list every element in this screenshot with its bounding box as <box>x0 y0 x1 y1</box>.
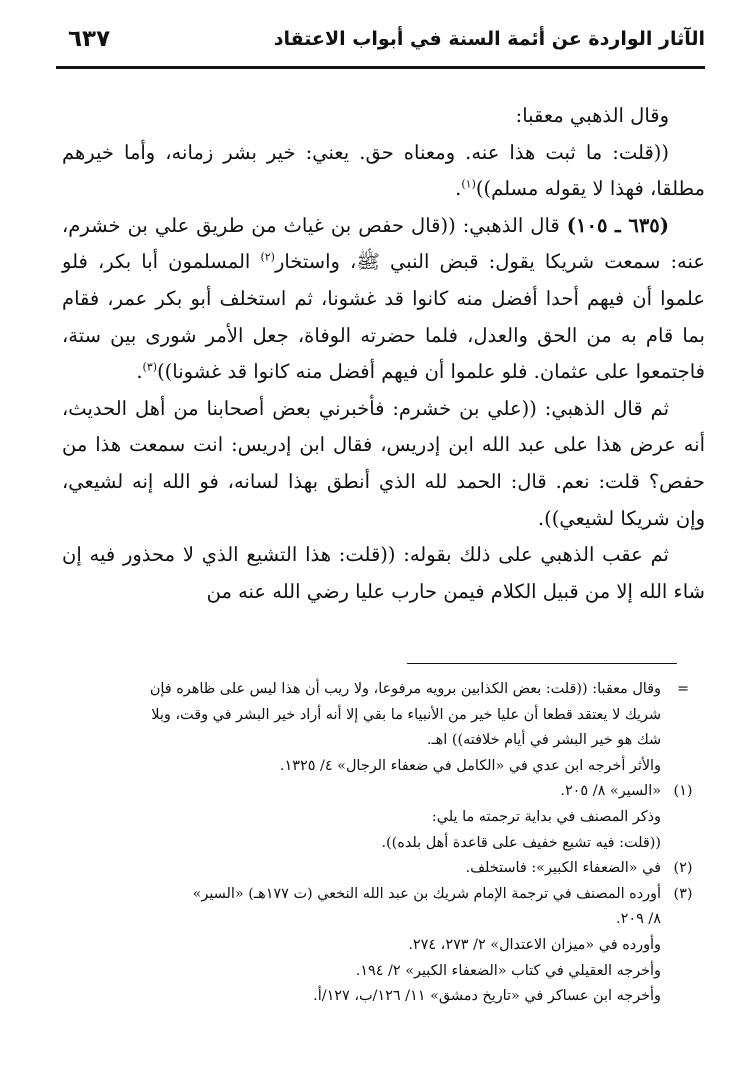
narration-text-a: قال الذهبي: ((قال حفص بن غياث من طريق علي بن خشرم، عنه: سمعت شريكا يقول: قبض النبي ﷺ، واستخار <box>62 213 705 274</box>
narration-number: (٦٣٥ ـ ١٠٥) <box>566 213 670 237</box>
footnote-line: والأثر أخرجه ابن عدي في «الكامل في ضعفاء الرجال» ٤/ ١٣٢٥. <box>279 757 661 774</box>
page-header <box>56 20 705 69</box>
footnote-3 <box>62 882 705 1010</box>
paragraph-1: وقال الذهبي معقبا: <box>515 104 669 127</box>
footnote-2 <box>62 856 705 882</box>
narration-text-b: المسلمون أبا بكر، فلو علموا أن فيهم أحدا أفضل منه كانوا قد غشونا، ثم استخلف أبو بكر عمر، فقام بما قام به من الحق والعدل، فلما حضرته الوفاة، جعل الأمر شورى بين ستة، فاجتمعوا على عثمان. فلو علموا أن فيهم أفضل منه كانوا قد غشونا)) <box>62 250 705 384</box>
footnote-line: «السير» ٨/ ٢٠٥. <box>560 783 661 800</box>
continuation-mark: = <box>676 681 690 697</box>
footnote-continuation <box>62 677 705 779</box>
footnote-mark: (٣) <box>673 885 693 902</box>
quote-text: ((قلت: ما ثبت هذا عنه. ومعناه حق. يعني: خير بشر زمانه، وأما خيرهم مطلقا، فهذا لا يقوله مسلم)) <box>62 140 705 201</box>
footnote-divider <box>407 663 677 664</box>
footnote-line: ٨/ ٢٠٩. <box>616 911 661 928</box>
footnote-line: شك هو خير البشر في أيام خلافته)) اهـ. <box>426 732 661 749</box>
footnote-line: أورده المصنف في ترجمة الإمام شريك بن عبد الله النخعي (ت ١٧٧هـ) «السير» <box>192 885 661 902</box>
footnote-line: ((قلت: فيه تشيع خفيف على قاعدة أهل بلده)). <box>381 834 661 851</box>
main-text <box>62 98 705 610</box>
paragraph-2 <box>62 135 705 208</box>
running-title: الآثار الواردة عن أئمة السنة في أبواب الاعتقاد <box>273 28 705 50</box>
paragraph-5: ثم عقب الذهبي على ذلك بقوله: ((قلت: هذا التشيع الذي لا محذور فيه إن شاء الله إلا من قبيل الكلام فيمن حارب عليا رضي الله عنه من <box>62 543 705 603</box>
footnote-line: وقال معقبا: ((قلت: بعض الكذابين برويه مرفوعا، ولا ريب أن هذا ليس على ظاهره فإن <box>149 681 661 697</box>
footnote-ref-3: (٣) <box>142 360 158 374</box>
footnotes <box>62 677 705 1010</box>
footnote-line: وأورده في «ميزان الاعتدال» ٢/ ٢٧٣، ٢٧٤. <box>408 936 661 953</box>
footnote-line: في «الضعفاء الكبير»: فاستخلف. <box>465 860 661 877</box>
footnote-ref-1: (١) <box>461 177 476 191</box>
footnote-line: وأخرجه العقيلي في كتاب «الضعفاء الكبير» ٢/ ١٩٤. <box>355 962 661 979</box>
footnote-ref-2: (٢) <box>260 250 275 264</box>
footnote-1 <box>62 779 705 856</box>
footnote-mark: (٢) <box>673 860 693 877</box>
paragraph-3 <box>62 208 705 391</box>
page-number: ٦٣٧ <box>68 26 111 52</box>
period: . <box>455 177 462 201</box>
paragraph-4: ثم قال الذهبي: ((علي بن خشرم: فأخبرني بعض أصحابنا من أهل الحديث، أنه عرض هذا على عبد الله ابن إدريس، فقال ابن إدريس: انت سمعت هذا من حفص؟ قلت: نعم. قال: الحمد لله الذي أنطق بهذا لسانه، فو الله إنه لشيعي، وإن شريكا لشيعي)). <box>62 396 705 530</box>
footnote-line: وأخرجه ابن عساكر في «تاريخ دمشق» ١١/ ١٢٦/ب، ١٢٧/أ. <box>313 988 661 1005</box>
footnote-mark: (١) <box>673 783 693 800</box>
footnote-line: وذكر المصنف في بداية ترجمته ما يلي: <box>431 808 661 825</box>
period: . <box>136 360 143 384</box>
footnote-line: شريك لا يعتقد قطعا أن عليا خير من الأنبياء ما بقي إلا أنه أراد خير البشر في وقت، وبلا <box>151 706 661 723</box>
